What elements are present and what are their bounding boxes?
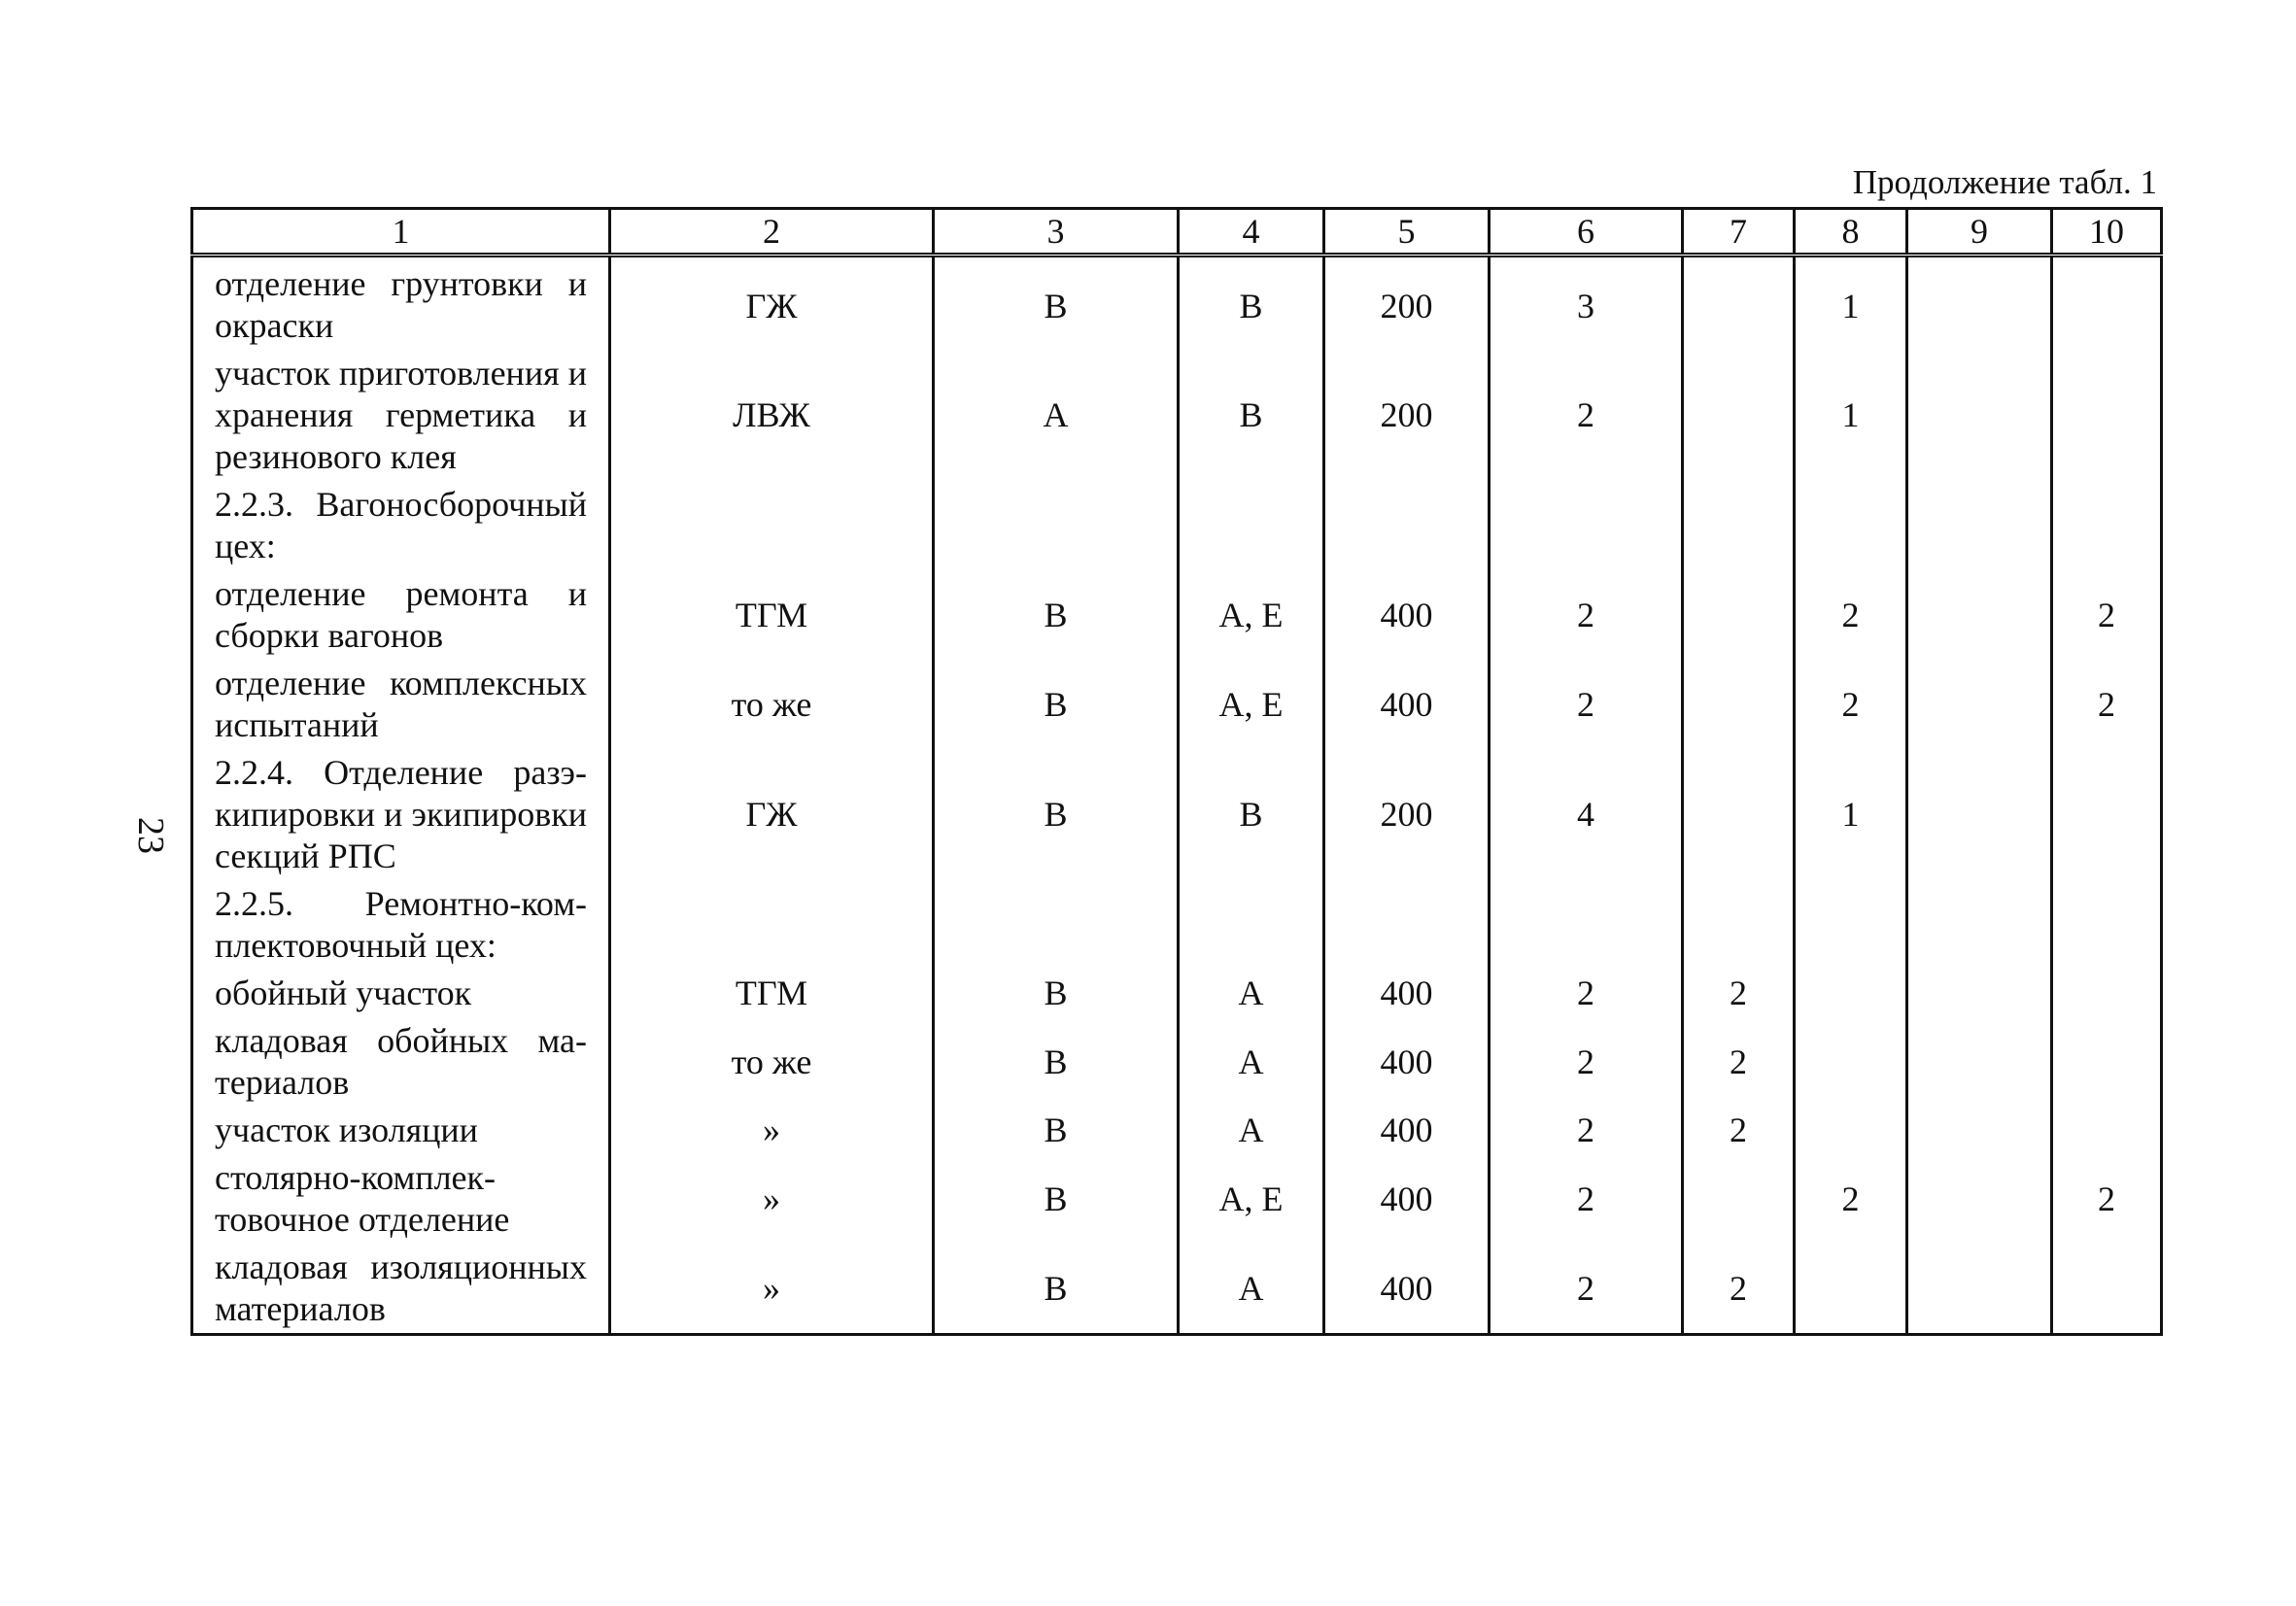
table-cell — [1683, 481, 1795, 570]
row-label-cell: 2.2.5. Ремонтно-комплектовочный цех: — [192, 880, 610, 970]
table-cell: 2 — [1795, 660, 1907, 749]
table-cell: то же — [610, 1017, 934, 1107]
table-row — [192, 1154, 2162, 1244]
table-row — [192, 1107, 2162, 1154]
table-cell: В — [1179, 256, 1324, 351]
table-cell: В — [1179, 749, 1324, 880]
table-cell — [1683, 749, 1795, 880]
table-cell: 2 — [2052, 660, 2162, 749]
table-cell: то же — [610, 660, 934, 749]
table-cell: В — [934, 1154, 1179, 1244]
column-header: 6 — [1490, 209, 1683, 256]
table-cell: 2 — [1683, 970, 1795, 1017]
table-cell: 2 — [1683, 1244, 1795, 1335]
column-header: 2 — [610, 209, 934, 256]
table-cell — [1907, 880, 2052, 970]
table-cell: 2 — [1490, 970, 1683, 1017]
table-cell — [2052, 1107, 2162, 1154]
table-cell: 400 — [1324, 570, 1490, 660]
table-cell: А — [1179, 1017, 1324, 1107]
table-cell: 2 — [1490, 660, 1683, 749]
table-cell — [1683, 660, 1795, 749]
table-cell: 200 — [1324, 256, 1490, 351]
table-cell — [1795, 1107, 1907, 1154]
table-cell — [1907, 1107, 2052, 1154]
table-cell: 2 — [1683, 1017, 1795, 1107]
table-cell: В — [934, 970, 1179, 1017]
column-header: 9 — [1907, 209, 2052, 256]
table-cell: 2 — [2052, 570, 2162, 660]
table-cell — [2052, 1244, 2162, 1335]
table-cell: 400 — [1324, 970, 1490, 1017]
table-cell — [934, 880, 1179, 970]
table-cell — [2052, 970, 2162, 1017]
table-cell — [2052, 350, 2162, 481]
table-cell — [2052, 1017, 2162, 1107]
column-header: 7 — [1683, 209, 1795, 256]
table-row — [192, 749, 2162, 880]
table-row — [192, 256, 2162, 351]
column-header: 3 — [934, 209, 1179, 256]
row-label-cell: 2.2.3. Вагоносборочный цех: — [192, 481, 610, 570]
table-cell: 3 — [1490, 256, 1683, 351]
table-cell — [1907, 970, 2052, 1017]
table-cell — [1907, 749, 2052, 880]
table-cell: 2 — [1490, 570, 1683, 660]
column-header: 10 — [2052, 209, 2162, 256]
table-cell: 2 — [1795, 1154, 1907, 1244]
table-cell: 2 — [1490, 350, 1683, 481]
table-cell — [2052, 880, 2162, 970]
table-cell — [1683, 350, 1795, 481]
table-cell — [610, 880, 934, 970]
row-label-cell: обойный участок — [192, 970, 610, 1017]
row-label-cell: кладовая изоляционных материалов — [192, 1244, 610, 1335]
column-header: 8 — [1795, 209, 1907, 256]
table-cell — [1907, 570, 2052, 660]
table-cell: 2 — [1683, 1107, 1795, 1154]
table-cell: А, Е — [1179, 570, 1324, 660]
table-cell — [2052, 481, 2162, 570]
table-cell — [1490, 481, 1683, 570]
table-row — [192, 1244, 2162, 1335]
table-cell: » — [610, 1154, 934, 1244]
table-cell — [1683, 570, 1795, 660]
table-cell — [1907, 350, 2052, 481]
table-cell — [1795, 880, 1907, 970]
table-cell — [1795, 481, 1907, 570]
table-cell: А — [1179, 970, 1324, 1017]
table-cell: ТГМ — [610, 970, 934, 1017]
table-cell: ТГМ — [610, 570, 934, 660]
table-caption: Продолжение табл. 1 — [1852, 163, 2157, 201]
table-cell: В — [934, 660, 1179, 749]
table-cell: 1 — [1795, 749, 1907, 880]
table-cell: В — [934, 570, 1179, 660]
table-cell — [1795, 970, 1907, 1017]
table-cell: » — [610, 1107, 934, 1154]
table-cell: В — [1179, 350, 1324, 481]
table-cell — [1907, 1244, 2052, 1335]
table-cell: А, Е — [1179, 660, 1324, 749]
table-cell: В — [934, 749, 1179, 880]
header-row — [192, 209, 2162, 256]
table-cell: В — [934, 1017, 1179, 1107]
table-cell — [1795, 1017, 1907, 1107]
table-cell: 200 — [1324, 749, 1490, 880]
table-cell: 400 — [1324, 1154, 1490, 1244]
column-header: 1 — [192, 209, 610, 256]
row-label-cell: отделение комплексных испытаний — [192, 660, 610, 749]
table-row — [192, 970, 2162, 1017]
table-cell — [934, 481, 1179, 570]
table-cell — [1795, 1244, 1907, 1335]
column-header: 5 — [1324, 209, 1490, 256]
table-cell: 200 — [1324, 350, 1490, 481]
table-cell — [1907, 1154, 2052, 1244]
table-cell: В — [934, 1107, 1179, 1154]
table-row — [192, 481, 2162, 570]
table-cell — [2052, 256, 2162, 351]
row-label-cell: кладовая обойных материалов — [192, 1017, 610, 1107]
table-cell: А — [1179, 1107, 1324, 1154]
row-label-cell: столярно-комплектовочное отделение — [192, 1154, 610, 1244]
table-cell: 2 — [1490, 1154, 1683, 1244]
table-cell: 1 — [1795, 256, 1907, 351]
column-header: 4 — [1179, 209, 1324, 256]
table-cell: А — [934, 350, 1179, 481]
table-cell: 400 — [1324, 1017, 1490, 1107]
table-cell — [1179, 880, 1324, 970]
page-number: 23 — [130, 817, 171, 854]
table-cell: ЛВЖ — [610, 350, 934, 481]
table-cell: » — [610, 1244, 934, 1335]
table-cell — [610, 481, 934, 570]
table-row — [192, 350, 2162, 481]
table-cell — [1324, 481, 1490, 570]
table-cell: 400 — [1324, 1244, 1490, 1335]
table-cell: 400 — [1324, 1107, 1490, 1154]
table-cell — [1324, 880, 1490, 970]
table-cell: ГЖ — [610, 749, 934, 880]
table-cell: 2 — [2052, 1154, 2162, 1244]
table-cell: В — [934, 1244, 1179, 1335]
table-cell: 2 — [1490, 1017, 1683, 1107]
table-cell — [1907, 1017, 2052, 1107]
table-cell — [1683, 880, 1795, 970]
table-cell — [2052, 749, 2162, 880]
table-cell: 2 — [1490, 1107, 1683, 1154]
table-cell — [1907, 256, 2052, 351]
table-cell — [1683, 1154, 1795, 1244]
table-row — [192, 570, 2162, 660]
row-label-cell: 2.2.4. Отделение разэкипировки и экипировки секций РПС — [192, 749, 610, 880]
table-cell: А, Е — [1179, 1154, 1324, 1244]
table-row — [192, 880, 2162, 970]
row-label-cell: участок изоляции — [192, 1107, 610, 1154]
table-cell: 400 — [1324, 660, 1490, 749]
row-label-cell: участок приготовления и хранения герметика и резинового клея — [192, 350, 610, 481]
row-label-cell: отделение ремонта и сборки вагонов — [192, 570, 610, 660]
row-label-cell: отделение грунтовки и окраски — [192, 256, 610, 351]
table-row — [192, 660, 2162, 749]
table-cell: 4 — [1490, 749, 1683, 880]
table-cell — [1907, 660, 2052, 749]
table-cell: 1 — [1795, 350, 1907, 481]
data-table — [190, 207, 2163, 1336]
table-cell: ГЖ — [610, 256, 934, 351]
table-cell: А — [1179, 1244, 1324, 1335]
table-cell — [1490, 880, 1683, 970]
table-cell: В — [934, 256, 1179, 351]
table-row — [192, 1017, 2162, 1107]
table-cell — [1683, 256, 1795, 351]
table-cell: 2 — [1490, 1244, 1683, 1335]
table-cell: 2 — [1795, 570, 1907, 660]
table-cell — [1907, 481, 2052, 570]
table-cell — [1179, 481, 1324, 570]
